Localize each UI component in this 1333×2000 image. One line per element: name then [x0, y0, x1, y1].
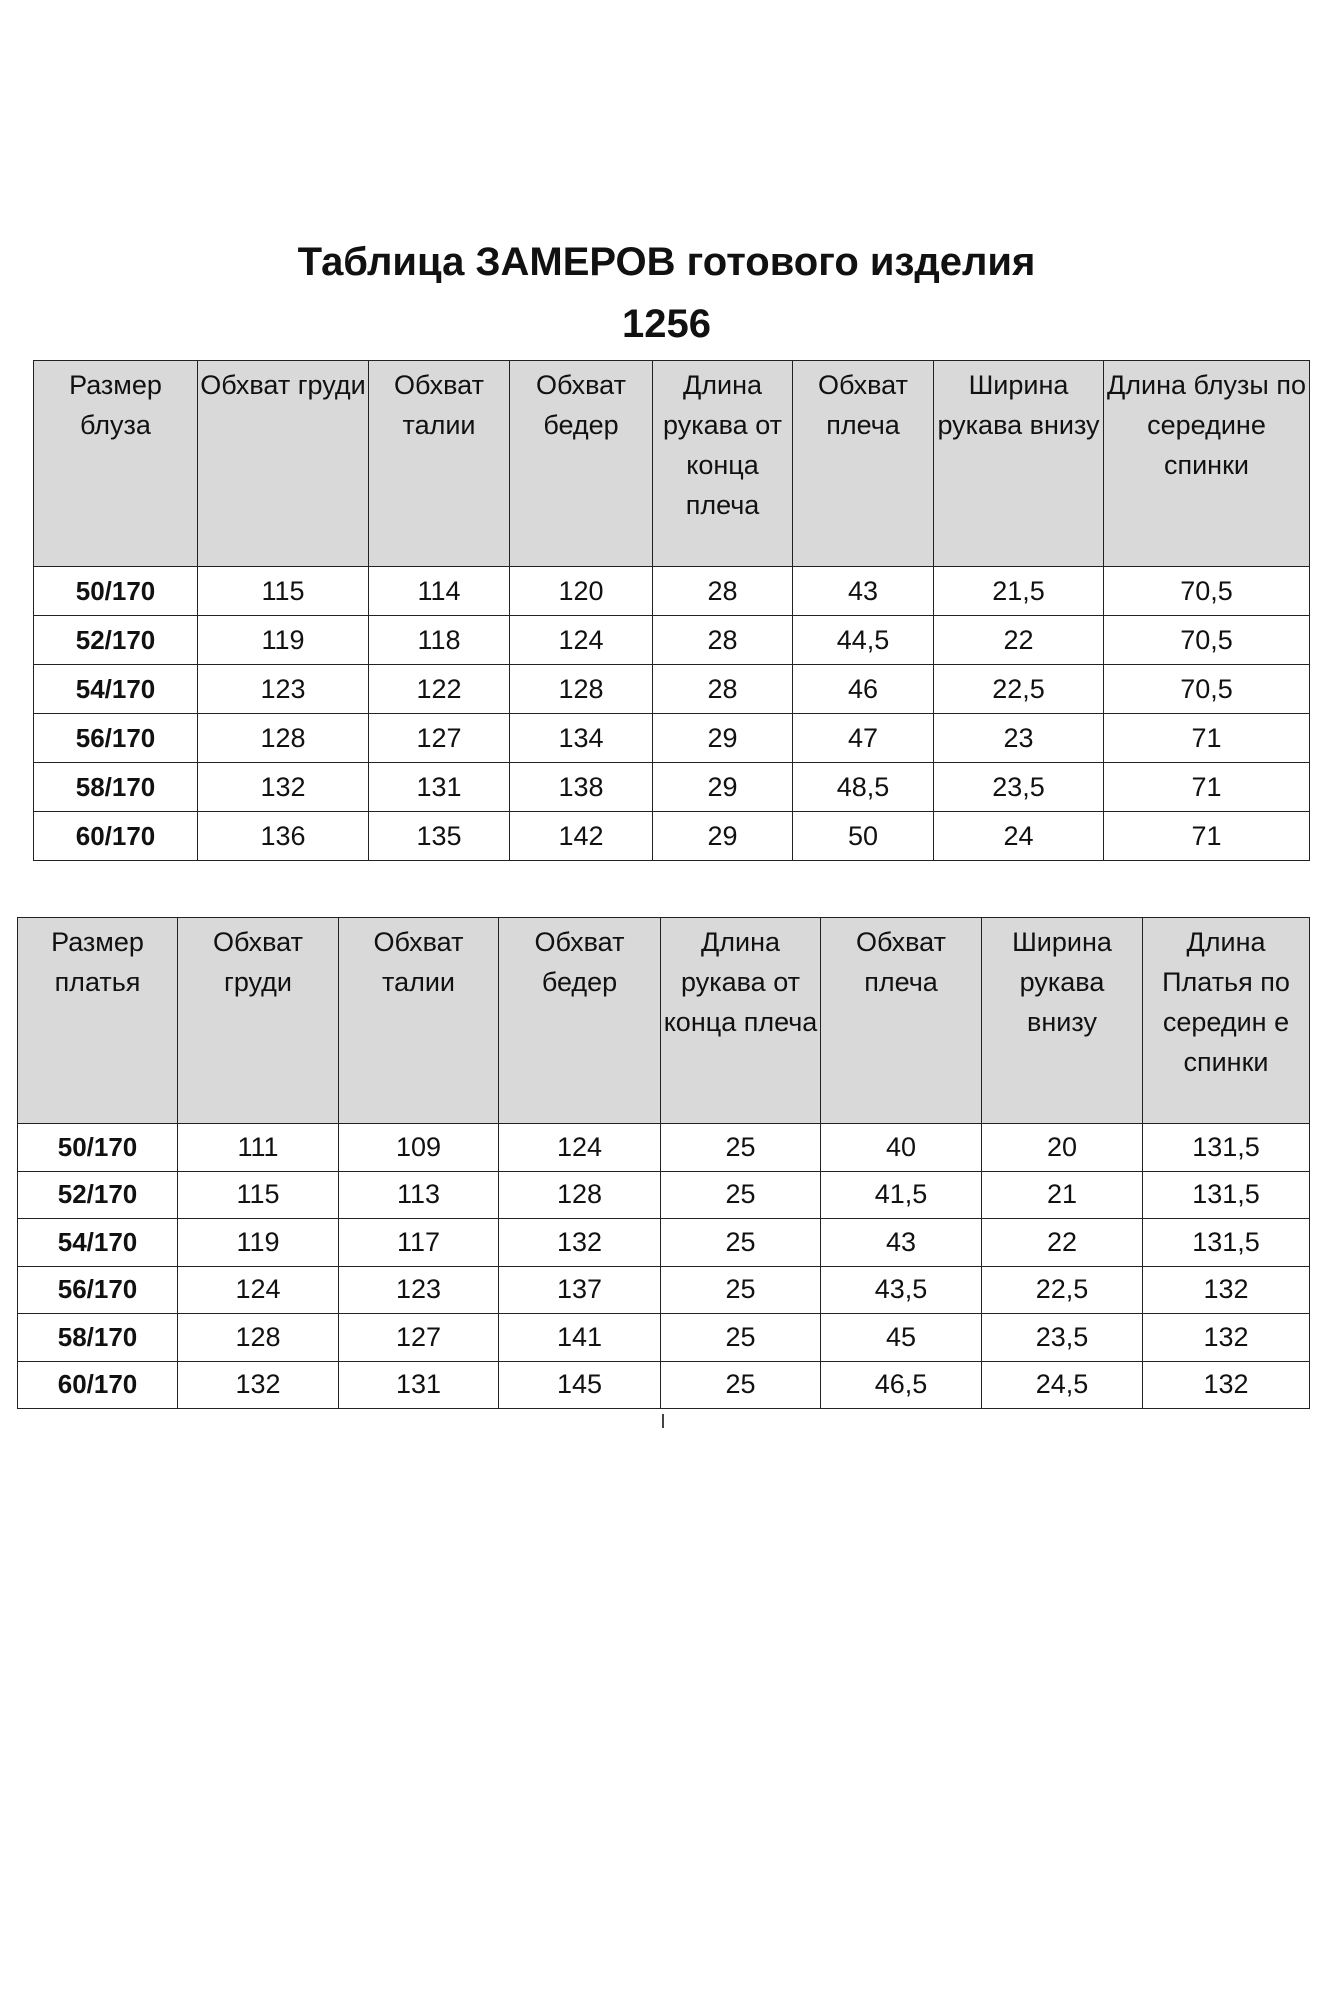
- column-header: Длина блузы по середине спинки: [1104, 361, 1310, 567]
- table-row: [34, 763, 1310, 812]
- measurement-cell: 25: [661, 1266, 821, 1314]
- size-cell: 52/170: [18, 1171, 178, 1219]
- measurement-cell: 123: [339, 1266, 499, 1314]
- measurement-cell: 48,5: [793, 763, 934, 812]
- measurement-cell: 22,5: [934, 665, 1104, 714]
- measurement-cell: 131,5: [1143, 1124, 1310, 1172]
- measurement-cell: 145: [499, 1361, 661, 1409]
- column-header: Обхват талии: [339, 918, 499, 1124]
- measurement-cell: 138: [510, 763, 653, 812]
- measurement-cell: 71: [1104, 812, 1310, 861]
- page-title: Таблица ЗАМЕРОВ готового изделия: [297, 240, 1036, 284]
- measurement-cell: 132: [1143, 1361, 1310, 1409]
- measurement-cell: 132: [499, 1219, 661, 1267]
- column-header: Обхват груди: [198, 361, 369, 567]
- measurement-cell: 131: [369, 763, 510, 812]
- column-header: Обхват плеча: [793, 361, 934, 567]
- size-cell: 50/170: [18, 1124, 178, 1172]
- column-header: Обхват талии: [369, 361, 510, 567]
- measurement-cell: 131,5: [1143, 1171, 1310, 1219]
- size-cell: 60/170: [34, 812, 198, 861]
- measurement-cell: 124: [178, 1266, 339, 1314]
- table-row: [18, 1361, 1310, 1409]
- column-header: Размер платья: [18, 918, 178, 1124]
- measurement-cell: 123: [198, 665, 369, 714]
- measurement-cell: 40: [821, 1124, 982, 1172]
- size-cell: 56/170: [34, 714, 198, 763]
- measurement-cell: 134: [510, 714, 653, 763]
- table-header-row: [18, 918, 1310, 1124]
- column-header: Обхват бедер: [510, 361, 653, 567]
- measurement-cell: 115: [198, 567, 369, 616]
- dress-size-table: [17, 917, 1310, 1409]
- measurement-cell: 113: [339, 1171, 499, 1219]
- measurement-cell: 111: [178, 1124, 339, 1172]
- stray-tick-mark: [662, 1414, 664, 1428]
- measurement-cell: 43: [821, 1219, 982, 1267]
- model-number: 1256: [622, 302, 711, 346]
- size-cell: 50/170: [34, 567, 198, 616]
- measurement-cell: 132: [1143, 1266, 1310, 1314]
- measurement-cell: 119: [198, 616, 369, 665]
- measurement-cell: 21,5: [934, 567, 1104, 616]
- measurement-cell: 23,5: [934, 763, 1104, 812]
- measurement-cell: 29: [653, 763, 793, 812]
- measurement-cell: 137: [499, 1266, 661, 1314]
- table-row: [18, 1219, 1310, 1267]
- measurement-cell: 25: [661, 1314, 821, 1362]
- measurement-cell: 29: [653, 714, 793, 763]
- measurement-cell: 114: [369, 567, 510, 616]
- measurement-cell: 115: [178, 1171, 339, 1219]
- measurement-cell: 142: [510, 812, 653, 861]
- column-header: Размер блуза: [34, 361, 198, 567]
- measurement-cell: 23,5: [982, 1314, 1143, 1362]
- table-row: [18, 1124, 1310, 1172]
- size-cell: 58/170: [34, 763, 198, 812]
- measurement-cell: 25: [661, 1171, 821, 1219]
- measurement-cell: 28: [653, 567, 793, 616]
- table-row: [18, 1266, 1310, 1314]
- measurement-cell: 132: [1143, 1314, 1310, 1362]
- column-header: Ширина рукава внизу: [934, 361, 1104, 567]
- measurement-cell: 131: [339, 1361, 499, 1409]
- measurement-cell: 71: [1104, 714, 1310, 763]
- table-row: [34, 812, 1310, 861]
- table-row: [34, 714, 1310, 763]
- measurement-cell: 24: [934, 812, 1104, 861]
- measurement-cell: 122: [369, 665, 510, 714]
- column-header: Обхват груди: [178, 918, 339, 1124]
- table-row: [18, 1314, 1310, 1362]
- measurement-cell: 25: [661, 1361, 821, 1409]
- measurement-cell: 50: [793, 812, 934, 861]
- measurement-cell: 45: [821, 1314, 982, 1362]
- table-row: [18, 1171, 1310, 1219]
- blouse-size-table: [33, 360, 1310, 861]
- measurement-cell: 28: [653, 616, 793, 665]
- measurement-cell: 25: [661, 1219, 821, 1267]
- table-header-row: [34, 361, 1310, 567]
- measurement-cell: 22: [982, 1219, 1143, 1267]
- table-row: [34, 567, 1310, 616]
- column-header: Длина рукава от конца плеча: [661, 918, 821, 1124]
- measurement-cell: 109: [339, 1124, 499, 1172]
- measurement-cell: 124: [499, 1124, 661, 1172]
- measurement-cell: 70,5: [1104, 616, 1310, 665]
- size-cell: 56/170: [18, 1266, 178, 1314]
- measurement-cell: 118: [369, 616, 510, 665]
- measurement-cell: 132: [178, 1361, 339, 1409]
- measurement-cell: 135: [369, 812, 510, 861]
- column-header: Ширина рукава внизу: [982, 918, 1143, 1124]
- measurement-cell: 124: [510, 616, 653, 665]
- measurement-cell: 136: [198, 812, 369, 861]
- measurement-cell: 132: [198, 763, 369, 812]
- size-cell: 52/170: [34, 616, 198, 665]
- column-header: Обхват плеча: [821, 918, 982, 1124]
- measurement-cell: 70,5: [1104, 567, 1310, 616]
- size-cell: 54/170: [18, 1219, 178, 1267]
- measurement-cell: 23: [934, 714, 1104, 763]
- measurement-cell: 70,5: [1104, 665, 1310, 714]
- measurement-cell: 119: [178, 1219, 339, 1267]
- measurement-cell: 28: [653, 665, 793, 714]
- measurement-cell: 22,5: [982, 1266, 1143, 1314]
- measurement-cell: 43,5: [821, 1266, 982, 1314]
- measurement-cell: 47: [793, 714, 934, 763]
- size-cell: 54/170: [34, 665, 198, 714]
- measurement-cell: 29: [653, 812, 793, 861]
- measurement-cell: 46,5: [821, 1361, 982, 1409]
- measurement-cell: 128: [510, 665, 653, 714]
- measurement-cell: 128: [198, 714, 369, 763]
- measurement-cell: 117: [339, 1219, 499, 1267]
- measurement-cell: 43: [793, 567, 934, 616]
- measurement-cell: 41,5: [821, 1171, 982, 1219]
- table-row: [34, 665, 1310, 714]
- measurement-cell: 24,5: [982, 1361, 1143, 1409]
- measurement-cell: 71: [1104, 763, 1310, 812]
- size-cell: 58/170: [18, 1314, 178, 1362]
- measurement-cell: 128: [499, 1171, 661, 1219]
- measurement-cell: 22: [934, 616, 1104, 665]
- measurement-cell: 25: [661, 1124, 821, 1172]
- measurement-cell: 127: [339, 1314, 499, 1362]
- column-header: Длина рукава от конца плеча: [653, 361, 793, 567]
- column-header: Длина Платья по середин е спинки: [1143, 918, 1310, 1124]
- measurement-cell: 44,5: [793, 616, 934, 665]
- column-header: Обхват бедер: [499, 918, 661, 1124]
- measurement-cell: 21: [982, 1171, 1143, 1219]
- measurement-cell: 120: [510, 567, 653, 616]
- measurement-cell: 127: [369, 714, 510, 763]
- size-cell: 60/170: [18, 1361, 178, 1409]
- table-row: [34, 616, 1310, 665]
- measurement-cell: 131,5: [1143, 1219, 1310, 1267]
- measurement-cell: 128: [178, 1314, 339, 1362]
- measurement-cell: 20: [982, 1124, 1143, 1172]
- measurement-cell: 46: [793, 665, 934, 714]
- measurement-cell: 141: [499, 1314, 661, 1362]
